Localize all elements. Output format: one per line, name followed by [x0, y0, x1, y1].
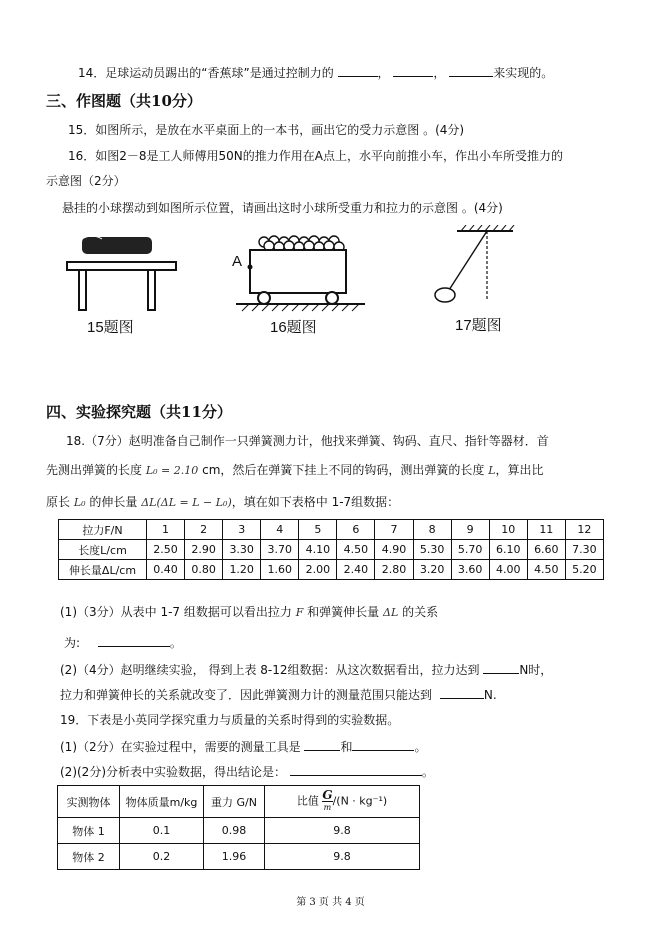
q18-text: 先测出弹簧的长度: [46, 463, 143, 477]
q18-sub2-line1: [60, 661, 552, 678]
q14-end: 来实现的。: [493, 66, 554, 80]
q18-sub2-line2: [60, 686, 497, 703]
q18-sub2-blank-2[interactable]: [440, 686, 484, 699]
q18-cell: 3.20: [413, 560, 451, 580]
fig17-pendulum: [435, 225, 514, 302]
q19-cell: 9.8: [265, 844, 420, 870]
q18-header-cell: 4: [261, 520, 299, 540]
q18-cell: 长度L/cm: [59, 540, 147, 560]
ratio-numerator: G: [322, 788, 333, 802]
section-3-title: 三、作图题（共10分）: [46, 92, 202, 110]
q18-sub1-blank[interactable]: [98, 634, 170, 647]
q19-sub2: [60, 763, 434, 780]
q18-cell: 0.80: [185, 560, 223, 580]
page-footer: 第 3 页 共 4 页: [296, 897, 365, 908]
figures: [60, 225, 580, 345]
ratio-label: 比值: [296, 794, 319, 808]
q18-text: 的伸长量: [89, 495, 138, 509]
q18-cell: 1.60: [261, 560, 299, 580]
q18-sub2-text: N时，: [519, 663, 553, 677]
q18-header-cell: 1: [147, 520, 185, 540]
q18-cell: 2.00: [299, 560, 337, 580]
q18-sub2-text: 拉力和弹簧伸长的关系就改变了．因此弹簧测力计的测量范围只能达到: [60, 688, 433, 702]
q14-text: 14．足球运动员踢出的“香蕉球”是通过控制力的: [78, 66, 334, 80]
q19-intro: 19．下表是小英同学探究重力与质量的关系时得到的实验数据。: [60, 713, 400, 727]
fig15-caption: 15题图: [87, 319, 134, 336]
q19-header-cell: 实测物体: [58, 786, 120, 818]
q18-cell: 3.70: [261, 540, 299, 560]
q18-header-cell: 2: [185, 520, 223, 540]
fig17-caption: 17题图: [455, 317, 502, 334]
section-4-title: 四、实验探究题（共11分）: [46, 403, 232, 421]
question-14: [78, 64, 553, 81]
q18-line3: [46, 493, 399, 510]
q18-cell: 4.50: [337, 540, 375, 560]
q19-data-table: [57, 785, 420, 870]
q18-header-cell: 6: [337, 520, 375, 540]
question-17: 悬挂的小球摆动到如图所示位置，请画出这时小球所受重力和拉力的示意图 。(4分): [62, 201, 503, 215]
q18-cell: 3.60: [451, 560, 489, 580]
q19-header-cell: 物体质量m/kg: [120, 786, 204, 818]
q19-sub1-end: 。: [414, 740, 427, 754]
q18-l0-equation: L₀ = 2.10: [145, 464, 199, 477]
q18-cell: 5.20: [565, 560, 603, 580]
q18-text: 原长: [46, 495, 71, 509]
q19-cell: 0.98: [204, 818, 265, 844]
q14-blank-2[interactable]: [393, 64, 433, 77]
q18-cell: 4.00: [489, 560, 527, 580]
q18-sub1-label: 为:: [64, 636, 81, 650]
q18-text: cm，然后在弹簧下挂上不同的钩码，测出弹簧的长度: [202, 463, 485, 477]
q14-sep: ，: [433, 66, 446, 80]
q19-cell: 0.2: [120, 844, 204, 870]
q18-cell: 2.90: [185, 540, 223, 560]
q18-table-row: [59, 540, 604, 560]
q19-sub1: [60, 738, 427, 755]
fig16-cart: [236, 236, 365, 311]
question-16-line1: 16．如图2－8是工人师傅用50N的推力作用在A点上，水平向前推小车，作出小车所受推力的: [68, 149, 563, 163]
q18-sub2-blank-1[interactable]: [483, 661, 519, 674]
q14-blank-1[interactable]: [338, 64, 378, 77]
q18-cell: 4.10: [299, 540, 337, 560]
fig15-table-with-book: [67, 236, 176, 310]
q18-header-cell: 7: [375, 520, 413, 540]
ratio-denominator: m: [323, 803, 332, 812]
q18-sub1: [60, 603, 438, 620]
q19-sub1-blank-1[interactable]: [304, 738, 340, 751]
q19-sub2-blank[interactable]: [290, 763, 422, 776]
q18-cell: 5.30: [413, 540, 451, 560]
q18-sub1-text: (1)（3分）从表中 1-7 组数据可以看出拉力: [60, 605, 292, 619]
q18-dl-equation: ΔL(ΔL = L − L₀): [141, 496, 232, 509]
q19-table-row: [58, 844, 420, 870]
question-15: 15．如图所示，是放在水平桌面上的一本书，画出它的受力示意图 。(4分): [68, 123, 465, 137]
q18-cell: 伸长量ΔL/cm: [59, 560, 147, 580]
q18-dl-symbol: ΔL: [383, 606, 399, 619]
ratio-fraction: [322, 790, 332, 813]
q18-cell: 4.50: [527, 560, 565, 580]
q19-sub1-blank-2[interactable]: [352, 738, 414, 751]
q19-sub1-text: (1)（2分）在实验过程中，需要的测量工具是: [60, 740, 301, 754]
q19-header-cell: 重力 G/N: [204, 786, 265, 818]
q19-cell: 9.8: [265, 818, 420, 844]
q19-cell: 1.96: [204, 844, 265, 870]
q18-cell: 6.10: [489, 540, 527, 560]
q14-sep: ，: [377, 66, 390, 80]
q18-sub1-end: 。: [169, 636, 182, 650]
fig16-point-a: A: [232, 253, 243, 270]
q18-l-symbol: L: [488, 464, 496, 477]
q19-cell: 0.1: [120, 818, 204, 844]
q18-line2: [46, 461, 544, 478]
q18-table-row: [59, 560, 604, 580]
q19-cell: 物体 2: [58, 844, 120, 870]
q19-cell: 物体 1: [58, 818, 120, 844]
q18-header-cell: 8: [413, 520, 451, 540]
fig16-caption: 16题图: [270, 319, 317, 336]
q18-cell: 2.40: [337, 560, 375, 580]
q19-sub1-and: 和: [340, 740, 353, 754]
q18-cell: 4.90: [375, 540, 413, 560]
q18-header-cell: 12: [565, 520, 603, 540]
q18-sub2-text: (2)（4分）赵明继续实验， 得到上表 8-12组数据：从这次数据看出，拉力达到: [60, 663, 480, 677]
q18-data-table: [58, 519, 604, 580]
q18-cell: 1.20: [223, 560, 261, 580]
q18-l0-symbol: L₀: [73, 496, 86, 509]
q18-header-cell: 10: [489, 520, 527, 540]
q18-table-header-row: [59, 520, 604, 540]
q18-cell: 6.60: [527, 540, 565, 560]
ratio-unit: /(N · kg⁻¹): [332, 794, 388, 808]
q14-blank-3[interactable]: [449, 64, 493, 77]
q19-sub2-end: 。: [421, 765, 434, 779]
q19-table-row: [58, 818, 420, 844]
q18-cell: 2.80: [375, 560, 413, 580]
q18-sub1-text: 和弹簧伸长量: [307, 605, 380, 619]
q19-sub2-text: (2)(2分)分析表中实验数据，得出结论是：: [60, 765, 286, 779]
q19-header-ratio-cell: [265, 786, 420, 818]
q18-text: ，算出比: [495, 463, 544, 477]
q18-cell: 2.50: [147, 540, 185, 560]
q18-header-cell: 11: [527, 520, 565, 540]
q18-text: ，填在如下表格中 1-7组数据：: [231, 495, 400, 509]
q18-sub1-text: 的关系: [402, 605, 439, 619]
q18-f-symbol: F: [295, 606, 304, 619]
q19-table-header-row: [58, 786, 420, 818]
q18-cell: 7.30: [565, 540, 603, 560]
q18-sub2-end: N.: [483, 688, 497, 702]
q18-cell: 0.40: [147, 560, 185, 580]
q18-header-cell: 9: [451, 520, 489, 540]
q18-sub1-answer: [64, 634, 182, 651]
q18-cell: 3.30: [223, 540, 261, 560]
q18-cell: 5.70: [451, 540, 489, 560]
q18-header-cell: 拉力F/N: [59, 520, 147, 540]
q18-header-cell: 3: [223, 520, 261, 540]
q18-header-cell: 5: [299, 520, 337, 540]
q18-line1: 18.（7分）赵明准备自己制作一只弹簧测力计，他找来弹簧、钩码、直尺、指针等器材．首: [66, 434, 549, 448]
question-16-line2: 示意图（2分）: [46, 174, 126, 188]
